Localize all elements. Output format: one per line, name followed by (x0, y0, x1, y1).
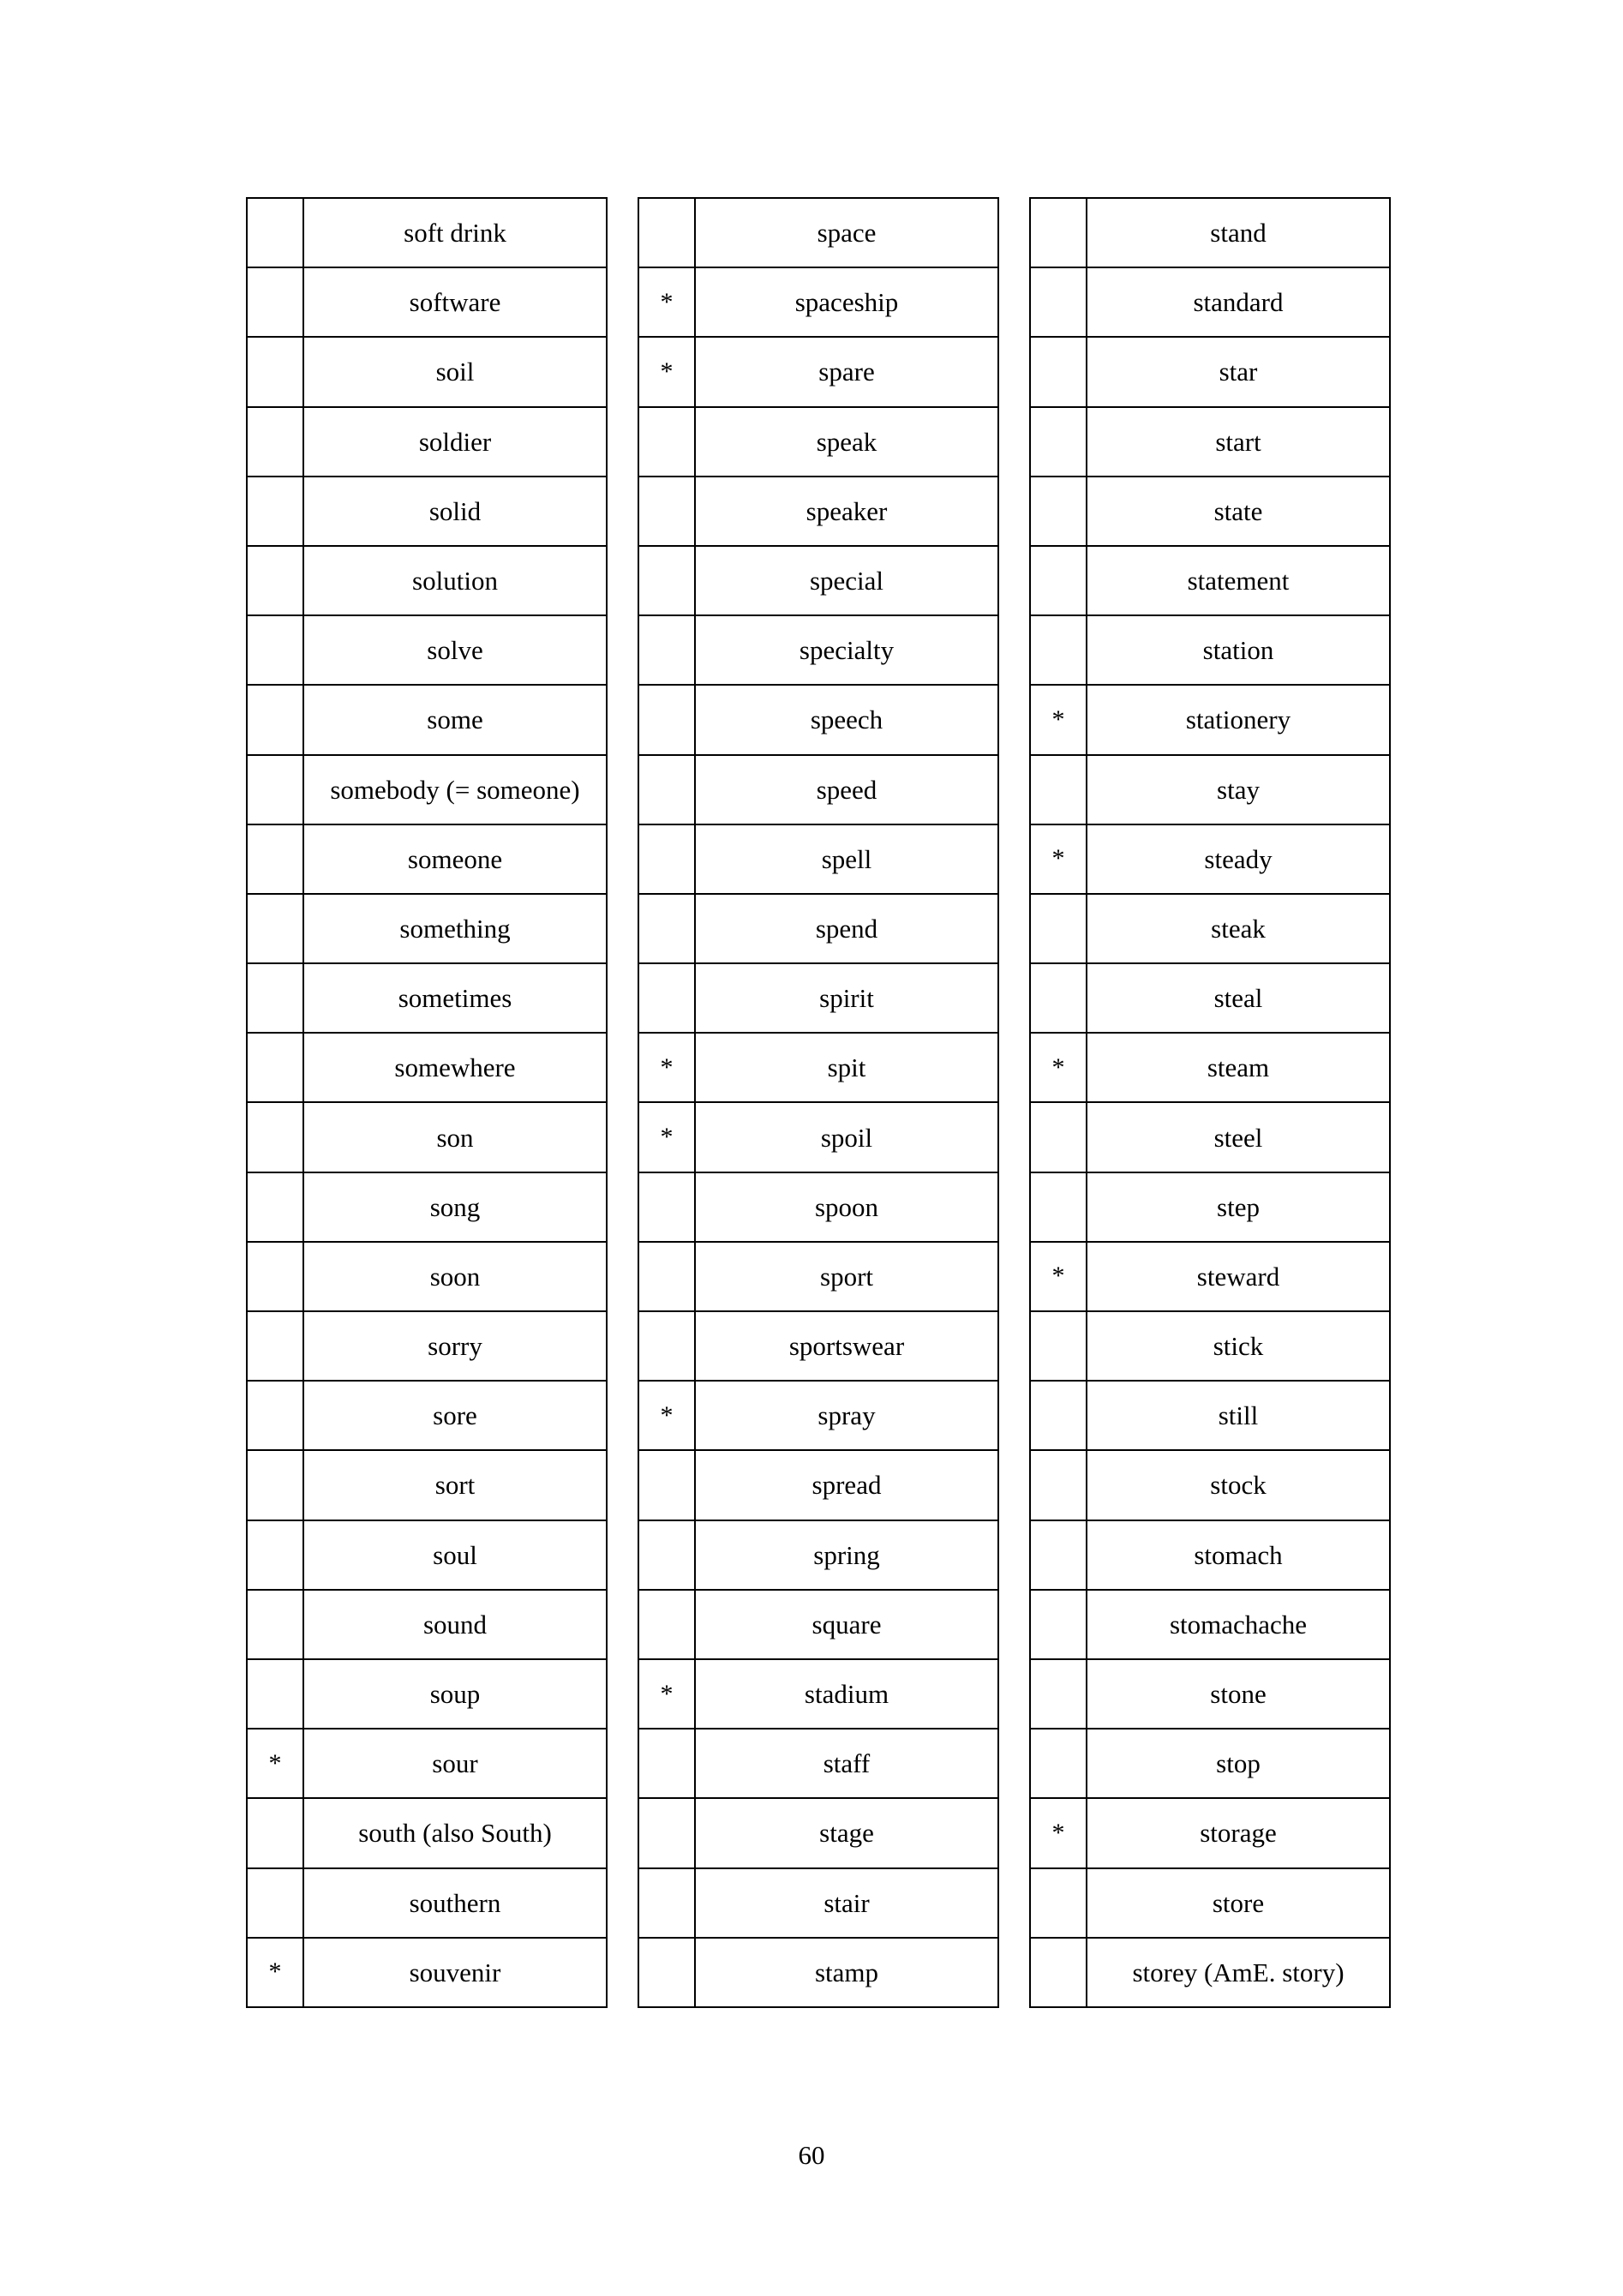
table-row (247, 1242, 607, 1311)
mark-cell (247, 1242, 303, 1311)
word-cell: steak (1087, 894, 1390, 963)
table-row (1030, 1798, 1390, 1867)
mark-cell: * (638, 1659, 695, 1729)
mark-cell: * (638, 337, 695, 406)
table-row (638, 1590, 998, 1659)
mark-cell (638, 546, 695, 615)
word-cell: spring (695, 1520, 998, 1590)
table-row (638, 1798, 998, 1867)
table-row (1030, 1242, 1390, 1311)
word-cell: some (303, 685, 607, 754)
word-cell: someone (303, 824, 607, 894)
word-cell: speech (695, 685, 998, 754)
mark-cell: * (638, 267, 695, 337)
word-cell: sorry (303, 1311, 607, 1381)
mark-cell (1030, 1102, 1087, 1172)
mark-cell (247, 1172, 303, 1242)
word-cell: solve (303, 615, 607, 685)
word-cell: sometimes (303, 963, 607, 1033)
mark-cell (638, 407, 695, 477)
table-row (638, 1102, 998, 1172)
page-number: 60 (798, 2140, 825, 2170)
table-row (247, 267, 607, 337)
mark-cell (1030, 615, 1087, 685)
table-row (247, 1659, 607, 1729)
word-cell: steel (1087, 1102, 1390, 1172)
word-cell: start (1087, 407, 1390, 477)
table-row (638, 1242, 998, 1311)
mark-cell (247, 894, 303, 963)
word-cell: soft drink (303, 198, 607, 267)
table-row (247, 1102, 607, 1172)
mark-cell (247, 1868, 303, 1938)
word-cell: song (303, 1172, 607, 1242)
word-table-column-3 (1029, 197, 1391, 2008)
word-cell: solid (303, 477, 607, 546)
table-row (1030, 546, 1390, 615)
mark-cell (247, 755, 303, 824)
mark-cell (1030, 1868, 1087, 1938)
word-cell: speaker (695, 477, 998, 546)
mark-cell: * (638, 1381, 695, 1450)
word-cell: spoon (695, 1172, 998, 1242)
word-cell: sound (303, 1590, 607, 1659)
word-cell: somewhere (303, 1033, 607, 1102)
mark-cell (247, 963, 303, 1033)
word-cell: souvenir (303, 1938, 607, 2007)
table-row (1030, 198, 1390, 267)
table-row (638, 407, 998, 477)
mark-cell (1030, 1590, 1087, 1659)
table-row (247, 824, 607, 894)
table-row (1030, 1381, 1390, 1450)
table-row (638, 1381, 998, 1450)
table-row (638, 546, 998, 615)
table-row (1030, 1659, 1390, 1729)
word-cell: solution (303, 546, 607, 615)
table-row (638, 615, 998, 685)
mark-cell (247, 477, 303, 546)
word-table-column-1 (246, 197, 608, 2008)
mark-cell (638, 1242, 695, 1311)
mark-cell (638, 1729, 695, 1798)
table-row (247, 755, 607, 824)
word-cell: sportswear (695, 1311, 998, 1381)
table-row (247, 198, 607, 267)
mark-cell (247, 1381, 303, 1450)
word-cell: step (1087, 1172, 1390, 1242)
table-row (247, 615, 607, 685)
mark-cell (638, 894, 695, 963)
mark-cell (638, 1311, 695, 1381)
table-row (1030, 337, 1390, 406)
mark-cell (638, 198, 695, 267)
word-cell: spirit (695, 963, 998, 1033)
mark-cell (247, 198, 303, 267)
mark-cell (247, 1311, 303, 1381)
table-row (247, 1520, 607, 1590)
table-row (638, 337, 998, 406)
mark-cell: * (638, 1033, 695, 1102)
mark-cell (247, 546, 303, 615)
mark-cell (638, 1798, 695, 1867)
word-cell: spread (695, 1450, 998, 1520)
table-row (1030, 407, 1390, 477)
table-row (638, 198, 998, 267)
word-cell: stay (1087, 755, 1390, 824)
mark-cell (247, 407, 303, 477)
word-cell: soon (303, 1242, 607, 1311)
word-cell: spare (695, 337, 998, 406)
mark-cell (1030, 407, 1087, 477)
mark-cell (638, 755, 695, 824)
word-cell: staff (695, 1729, 998, 1798)
mark-cell: * (247, 1729, 303, 1798)
mark-cell (1030, 755, 1087, 824)
mark-cell (1030, 1450, 1087, 1520)
word-cell: speed (695, 755, 998, 824)
mark-cell (247, 1590, 303, 1659)
word-cell: steal (1087, 963, 1390, 1033)
mark-cell (638, 824, 695, 894)
mark-cell (638, 1450, 695, 1520)
table-row (1030, 755, 1390, 824)
word-cell: son (303, 1102, 607, 1172)
mark-cell (638, 1590, 695, 1659)
word-cell: steam (1087, 1033, 1390, 1102)
table-row (1030, 894, 1390, 963)
table-row (1030, 1102, 1390, 1172)
table-row (638, 685, 998, 754)
table-row (638, 894, 998, 963)
word-cell: spit (695, 1033, 998, 1102)
table-row (1030, 1729, 1390, 1798)
mark-cell (1030, 1381, 1087, 1450)
word-cell: still (1087, 1381, 1390, 1450)
word-cell: spell (695, 824, 998, 894)
table-row (247, 1590, 607, 1659)
mark-cell (1030, 546, 1087, 615)
table-row (638, 1311, 998, 1381)
mark-cell: * (247, 1938, 303, 2007)
mark-cell (638, 685, 695, 754)
mark-cell (638, 1938, 695, 2007)
table-row (638, 1659, 998, 1729)
mark-cell (1030, 894, 1087, 963)
table-row (1030, 1938, 1390, 2007)
word-cell: specialty (695, 615, 998, 685)
table-row (1030, 1172, 1390, 1242)
table-row (247, 1450, 607, 1520)
word-cell: standard (1087, 267, 1390, 337)
table-row (638, 1729, 998, 1798)
word-table-column-2 (638, 197, 999, 2008)
mark-cell (638, 1172, 695, 1242)
mark-cell (247, 337, 303, 406)
table-row (1030, 615, 1390, 685)
word-cell: south (also South) (303, 1798, 607, 1867)
mark-cell (1030, 963, 1087, 1033)
word-cell: soul (303, 1520, 607, 1590)
table-row (1030, 1450, 1390, 1520)
word-cell: stomach (1087, 1520, 1390, 1590)
mark-cell (638, 1520, 695, 1590)
word-cell: stock (1087, 1450, 1390, 1520)
table-row (638, 963, 998, 1033)
word-cell: stone (1087, 1659, 1390, 1729)
table-row (247, 1033, 607, 1102)
word-cell: southern (303, 1868, 607, 1938)
word-cell: space (695, 198, 998, 267)
word-cell: steward (1087, 1242, 1390, 1311)
table-row (247, 685, 607, 754)
word-cell: something (303, 894, 607, 963)
word-cell: star (1087, 337, 1390, 406)
table-row (638, 824, 998, 894)
mark-cell (247, 267, 303, 337)
table-row (1030, 1520, 1390, 1590)
word-cell: spray (695, 1381, 998, 1450)
mark-cell: * (638, 1102, 695, 1172)
mark-cell (1030, 1311, 1087, 1381)
table-row (1030, 685, 1390, 754)
word-cell: storey (AmE. story) (1087, 1938, 1390, 2007)
word-cell: stair (695, 1868, 998, 1938)
word-cell: stadium (695, 1659, 998, 1729)
mark-cell (1030, 267, 1087, 337)
table-row (1030, 267, 1390, 337)
mark-cell (1030, 477, 1087, 546)
word-cell: square (695, 1590, 998, 1659)
table-row (247, 1729, 607, 1798)
word-cell: sport (695, 1242, 998, 1311)
table-row (638, 1172, 998, 1242)
mark-cell (247, 685, 303, 754)
table-row (638, 1450, 998, 1520)
table-row (247, 963, 607, 1033)
mark-cell: * (1030, 824, 1087, 894)
table-row (247, 1311, 607, 1381)
word-cell: stationery (1087, 685, 1390, 754)
mark-cell (247, 1102, 303, 1172)
mark-cell (638, 963, 695, 1033)
table-row (247, 1798, 607, 1867)
table-row (638, 477, 998, 546)
mark-cell (247, 1798, 303, 1867)
mark-cell (247, 824, 303, 894)
word-cell: stick (1087, 1311, 1390, 1381)
table-row (1030, 477, 1390, 546)
word-cell: special (695, 546, 998, 615)
word-cell: storage (1087, 1798, 1390, 1867)
mark-cell (638, 1868, 695, 1938)
word-cell: stomachache (1087, 1590, 1390, 1659)
word-cell: station (1087, 615, 1390, 685)
word-cell: sort (303, 1450, 607, 1520)
word-cell: stage (695, 1798, 998, 1867)
mark-cell: * (1030, 1033, 1087, 1102)
mark-cell (1030, 198, 1087, 267)
table-row (247, 477, 607, 546)
mark-cell (247, 1520, 303, 1590)
word-cell: store (1087, 1868, 1390, 1938)
mark-cell (247, 615, 303, 685)
table-row (638, 1868, 998, 1938)
word-cell: sour (303, 1729, 607, 1798)
table-row (247, 337, 607, 406)
word-cell: sore (303, 1381, 607, 1450)
mark-cell: * (1030, 1242, 1087, 1311)
mark-cell (1030, 1172, 1087, 1242)
table-row (247, 546, 607, 615)
mark-cell (1030, 337, 1087, 406)
word-cell: statement (1087, 546, 1390, 615)
word-cell: stamp (695, 1938, 998, 2007)
word-cell: spaceship (695, 267, 998, 337)
table-row (638, 755, 998, 824)
mark-cell: * (1030, 1798, 1087, 1867)
table-row (247, 894, 607, 963)
table-row (1030, 1033, 1390, 1102)
word-cell: somebody (= someone) (303, 755, 607, 824)
table-row (247, 1938, 607, 2007)
word-cell: software (303, 267, 607, 337)
mark-cell (247, 1033, 303, 1102)
table-row (638, 267, 998, 337)
word-cell: spend (695, 894, 998, 963)
table-row (247, 1381, 607, 1450)
word-cell: speak (695, 407, 998, 477)
mark-cell (638, 477, 695, 546)
table-row (1030, 1868, 1390, 1938)
table-row (1030, 1590, 1390, 1659)
mark-cell (247, 1659, 303, 1729)
table-row (1030, 1311, 1390, 1381)
mark-cell (1030, 1729, 1087, 1798)
mark-cell (638, 615, 695, 685)
mark-cell: * (1030, 685, 1087, 754)
table-row (638, 1033, 998, 1102)
word-cell: state (1087, 477, 1390, 546)
word-cell: soup (303, 1659, 607, 1729)
table-row (1030, 963, 1390, 1033)
word-cell: stand (1087, 198, 1390, 267)
word-cell: stop (1087, 1729, 1390, 1798)
table-row (247, 1868, 607, 1938)
table-row (638, 1938, 998, 2007)
table-row (1030, 824, 1390, 894)
word-cell: spoil (695, 1102, 998, 1172)
table-row (247, 1172, 607, 1242)
word-cell: soldier (303, 407, 607, 477)
mark-cell (1030, 1659, 1087, 1729)
word-cell: steady (1087, 824, 1390, 894)
mark-cell (1030, 1520, 1087, 1590)
table-row (638, 1520, 998, 1590)
mark-cell (1030, 1938, 1087, 2007)
word-cell: soil (303, 337, 607, 406)
table-row (247, 407, 607, 477)
mark-cell (247, 1450, 303, 1520)
